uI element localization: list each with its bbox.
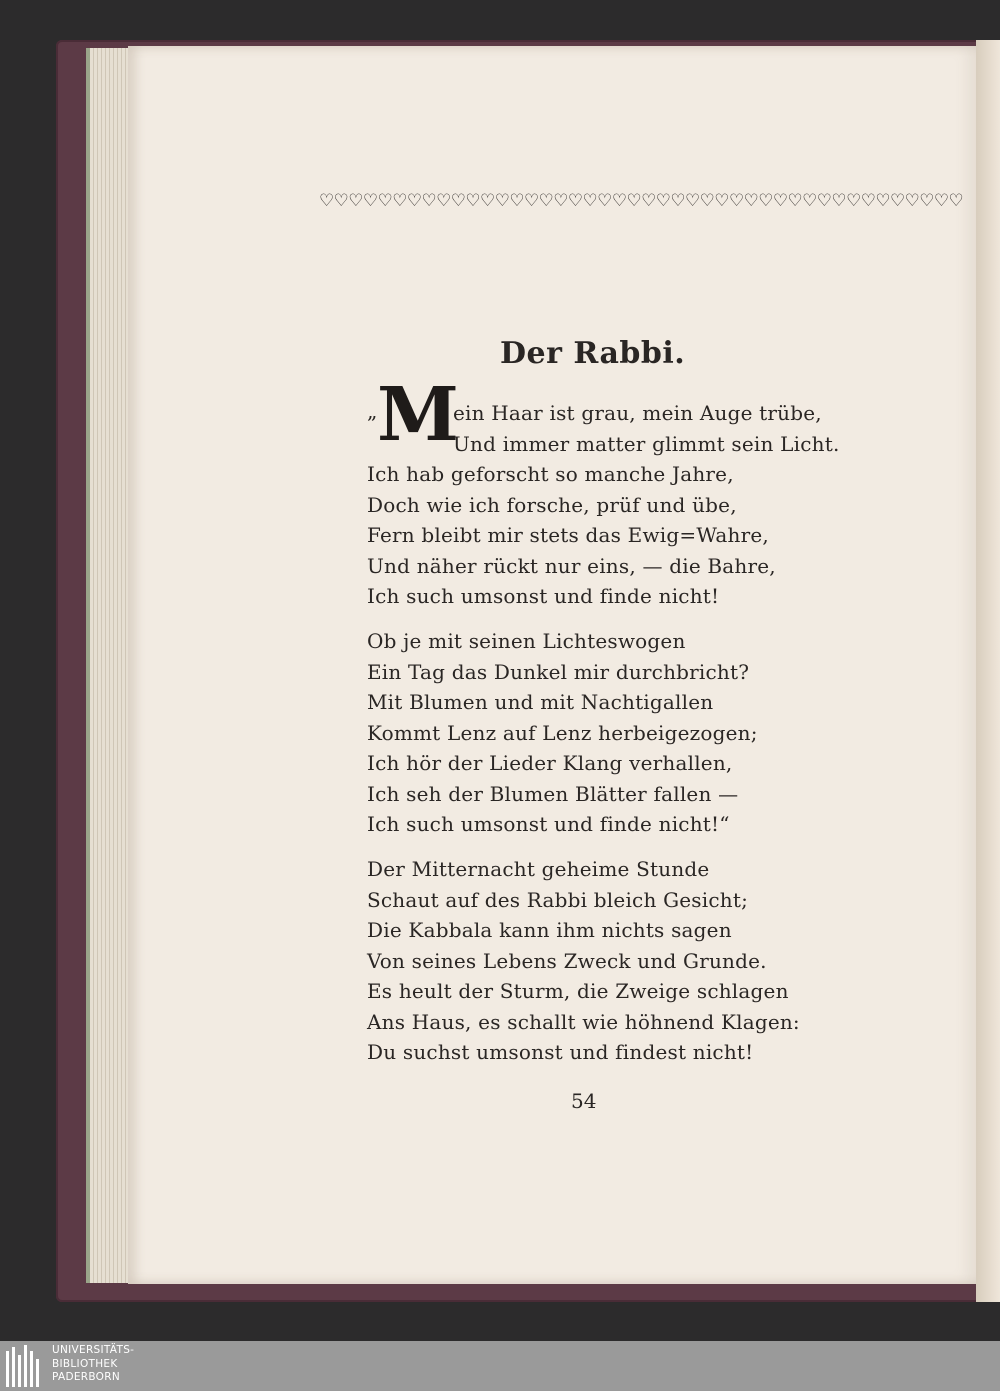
poem-line: Fern bleibt mir stets das Ewig=Wahre, (367, 523, 769, 547)
heart-icon: ♡ (377, 191, 393, 211)
stanza-3 (367, 854, 800, 1068)
heart-icon: ♡ (465, 191, 481, 211)
library-logo-icon (6, 1345, 46, 1387)
heart-icon: ♡ (714, 191, 729, 211)
heart-icon: ♡ (728, 191, 744, 211)
heart-icon: ♡ (523, 191, 539, 211)
heart-icon: ♡ (948, 191, 964, 211)
library-name (52, 1344, 134, 1385)
heart-icon: ♡ (348, 191, 363, 211)
poem-line: Der Mitternacht geheime Stunde (367, 857, 710, 881)
heart-icon: ♡ (626, 191, 642, 211)
stanza-2 (367, 626, 758, 840)
heart-icon: ♡ (480, 191, 495, 211)
poem-line: Ich hör der Lieder Klang verhallen, (367, 751, 733, 775)
heart-icon: ♡ (406, 191, 422, 211)
poem-line: Es heult der Sturm, die Zweige schlagen (367, 979, 789, 1003)
heart-icon: ♡ (758, 191, 773, 211)
heart-icon: ♡ (362, 191, 378, 211)
page-number: 54 (571, 1089, 597, 1113)
poem-line: Ans Haus, es schallt wie höhnend Klagen: (367, 1009, 800, 1034)
heart-icon: ♡ (553, 191, 568, 211)
heart-icon: ♡ (802, 191, 817, 211)
heart-icon: ♡ (509, 191, 524, 211)
heart-icon: ♡ (333, 191, 349, 211)
poem-line: Kommt Lenz auf Lenz herbeigezogen; (367, 720, 758, 745)
heart-icon: ♡ (670, 191, 686, 211)
heart-icon: ♡ (494, 191, 510, 211)
poem-line: Mit Blumen und mit Nachtigallen (367, 690, 714, 714)
heart-icon: ♡ (655, 191, 671, 211)
heart-ornament-row (319, 190, 964, 212)
opening-quote: „ (367, 399, 378, 423)
poem-line: Ich hab geforscht so manche Jahre, (367, 462, 734, 486)
poem-line: Ich seh der Blumen Blätter fallen — (367, 781, 739, 806)
poem-line: Doch wie ich forsche, prüf und übe, (367, 492, 737, 517)
heart-icon: ♡ (319, 191, 334, 211)
heart-icon: ♡ (860, 191, 876, 211)
heart-icon: ♡ (436, 191, 451, 211)
heart-icon: ♡ (450, 191, 466, 211)
library-name-line: UNIVERSITÄTS- (52, 1344, 135, 1356)
heart-icon: ♡ (685, 191, 700, 211)
poem-line: Ein Tag das Dunkel mir durchbricht? (367, 659, 750, 684)
poem-title: Der Rabbi. (500, 336, 686, 371)
heart-icon: ♡ (816, 191, 832, 211)
poem-line: Schaut auf des Rabbi bleich Gesicht; (367, 887, 749, 912)
heart-icon: ♡ (538, 191, 554, 211)
library-footer (0, 1341, 1000, 1391)
library-name-line: BIBLIOTHEK (52, 1357, 118, 1370)
poem-line: Von seines Lebens Zweck und Grunde. (367, 948, 767, 973)
heart-icon: ♡ (582, 191, 598, 211)
heart-icon: ♡ (392, 191, 407, 211)
poem-line: Ob je mit seinen Lichteswogen (367, 629, 686, 653)
heart-icon: ♡ (611, 191, 627, 211)
heart-icon: ♡ (597, 191, 612, 211)
poem-line: Ich such umsonst und finde nicht!“ (367, 812, 730, 836)
heart-icon: ♡ (772, 191, 788, 211)
heart-icon: ♡ (743, 191, 759, 211)
heart-icon: ♡ (787, 191, 803, 211)
heart-icon: ♡ (875, 191, 890, 211)
heart-icon: ♡ (699, 191, 715, 211)
poem-line: Die Kabbala kann ihm nichts sagen (367, 918, 732, 942)
heart-icon: ♡ (421, 191, 437, 211)
poem-line: Und immer matter glimmt sein Licht. (453, 431, 840, 456)
heart-icon: ♡ (567, 191, 583, 211)
heart-icon: ♡ (933, 191, 949, 211)
drop-cap: M (377, 372, 459, 458)
poem-line: Und näher rückt nur eins, — die Bahre, (367, 553, 776, 578)
poem-line: Du suchst umsonst und findest nicht! (367, 1040, 754, 1064)
poem-line: Ich such umsonst und finde nicht! (367, 584, 720, 608)
book-gutter (976, 40, 1000, 1302)
heart-icon: ♡ (904, 191, 920, 211)
heart-icon: ♡ (831, 191, 847, 211)
stanza-1 (367, 459, 776, 612)
poem-line: ein Haar ist grau, mein Auge trübe, (453, 401, 822, 425)
heart-icon: ♡ (889, 191, 905, 211)
heart-icon: ♡ (846, 191, 861, 211)
library-name-line: PADERBORN (52, 1371, 120, 1383)
heart-icon: ♡ (919, 191, 934, 211)
heart-icon: ♡ (641, 191, 656, 211)
